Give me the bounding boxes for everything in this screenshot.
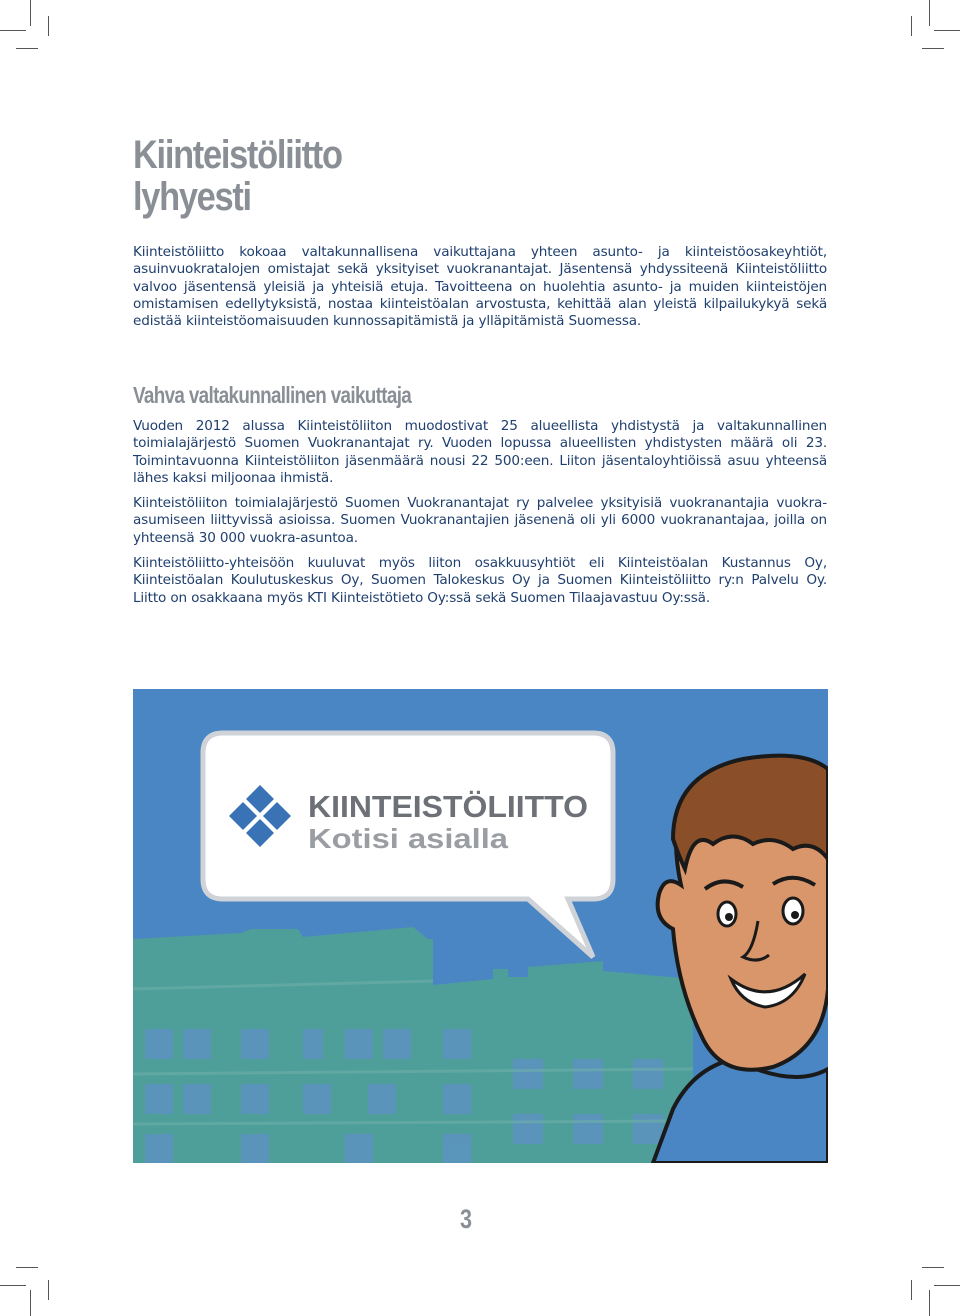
- logo-slogan: Kotisi asialla: [308, 823, 509, 854]
- section-paragraph-1: Vuoden 2012 alussa Kiinteistöliiton muodostivat 25 alueellista yhdistystä ja valtakunnallinen toimialajärjestö Suomen Vuokranantajat ry. Vuoden lopussa alueellisten yhdistysten määrä oli 23. Toimintavuonna Kiinteistöliiton jäsenmäärä nousi 22 500:een. Liiton jäsentaloyhtiöissä asuu yhteensä lähes kaksi miljoonaa ihmistä.: [133, 418, 827, 486]
- kiinteistoliitto-illustration: [133, 689, 828, 1163]
- section-heading: Vahva valtakunnallinen vaikuttaja: [133, 382, 412, 408]
- crop-mark: [929, 1290, 930, 1316]
- page-title: [133, 134, 342, 218]
- crop-mark: [922, 1267, 944, 1268]
- crop-mark: [30, 0, 31, 26]
- logo-text: KIINTEISTÖLIITTO: [308, 789, 588, 824]
- crop-mark: [0, 1285, 26, 1286]
- crop-mark: [48, 1280, 49, 1300]
- page-number: 3: [460, 1204, 473, 1234]
- crop-mark: [48, 16, 49, 36]
- page-title-line1: Kiinteistöliitto: [133, 133, 342, 177]
- crop-mark: [922, 48, 944, 49]
- crop-mark: [30, 1290, 31, 1316]
- crop-mark: [934, 30, 960, 31]
- section-paragraph-3: Kiinteistöliitto-yhteisöön kuuluvat myös liiton osakkuusyhtiöt eli Kiinteistöalan Kustannus Oy, Kiinteistöalan Koulutuskeskus Oy, Suomen Talokeskus Oy ja Suomen Kiinteistöliitto ry:n Palvelu Oy. Liitto on osakkaana myös KTI Kiinteistötieto Oy:ssä sekä Suomen Tilaajavastuu Oy:ssä.: [133, 555, 827, 606]
- crop-mark: [934, 1285, 960, 1286]
- crop-mark: [911, 1280, 912, 1300]
- crop-mark: [929, 0, 930, 26]
- crop-mark: [0, 30, 26, 31]
- section-paragraph-2: Kiinteistöliiton toimialajärjestö Suomen Vuokranantajat ry palvelee yksityisiä vuokranantajia vuokra-asumiseen liittyvissä asioissa. Suomen Vuokranantajien jäsenenä oli yli 6000 vuokranantajaa, joilla on yhteensä 30 000 vuokra-asuntoa.: [133, 495, 827, 546]
- cartoon-person: [653, 756, 828, 1163]
- crop-mark: [911, 16, 912, 36]
- intro-paragraph: Kiinteistöliitto kokoaa valtakunnallisena vaikuttajana yhteen asunto- ja kiinteistöosakeyhtiöt, asuinvuokratalojen omistajat sekä yksityiset vuokranantajat. Jäsentensä yhdyssiteenä Kiinteistöliitto valvoo jäsentensä yleisiä ja yhteisiä etuja. Tavoitteena on huolehtia asunto- ja muiden kiinteistöjen omistamisen edellytyksistä, nostaa kiinteistöalan arvostusta, kehittää alan yleistä kilpailukykyä sekä edistää kiinteistöomaisuuden kunnossapitämistä ja ylläpitämistä Suomessa.: [133, 244, 827, 330]
- crop-mark: [16, 1267, 38, 1268]
- page-title-line2: lyhyesti: [133, 175, 251, 219]
- crop-mark: [16, 48, 38, 49]
